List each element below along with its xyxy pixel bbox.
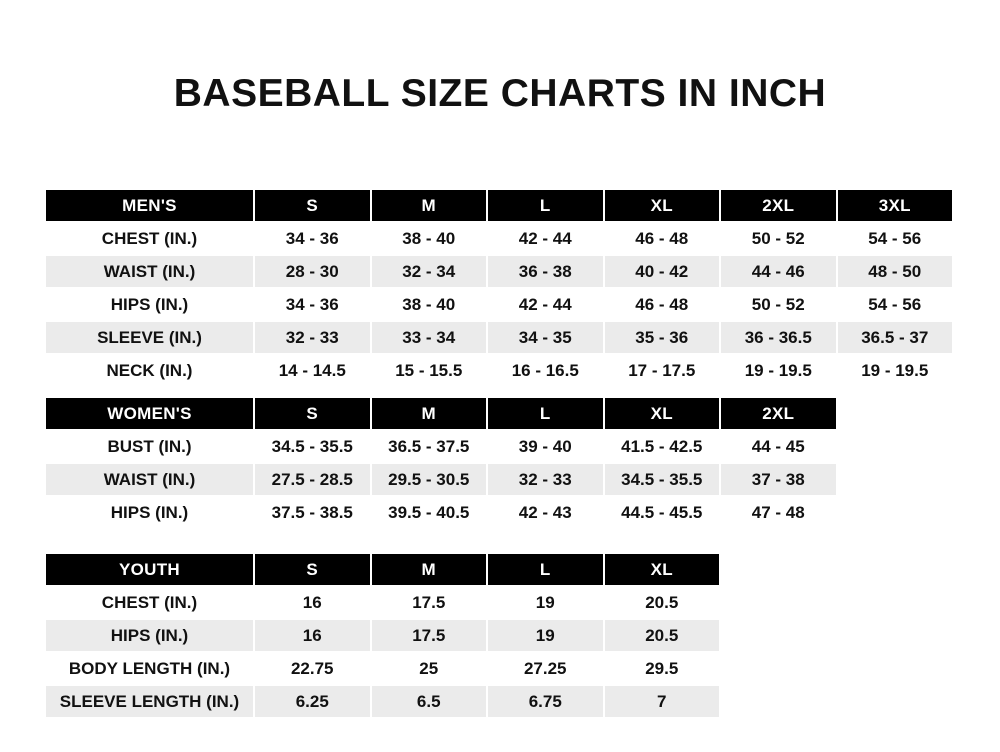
table-cell: 54 - 56 [837, 288, 954, 321]
column-header: M [371, 553, 488, 586]
table-cell: 17.5 [371, 586, 488, 619]
row-label: CHEST (IN.) [45, 586, 254, 619]
table-row [45, 463, 837, 496]
table-cell: 42 - 44 [487, 288, 604, 321]
table-cell: 32 - 33 [254, 321, 371, 354]
table-row [45, 586, 720, 619]
column-header: 2XL [720, 397, 837, 430]
table-row [45, 288, 953, 321]
table-cell: 17 - 17.5 [604, 354, 721, 387]
column-header: L [487, 189, 604, 222]
table-cell: 6.25 [254, 685, 371, 718]
column-header: YOUTH [45, 553, 254, 586]
row-label: WAIST (IN.) [45, 255, 254, 288]
table-cell: 29.5 [604, 652, 721, 685]
table-row [45, 354, 953, 387]
column-header: 2XL [720, 189, 837, 222]
table-cell: 19 [487, 586, 604, 619]
table-row [45, 222, 953, 255]
column-header: XL [604, 553, 721, 586]
column-header: 3XL [837, 189, 954, 222]
table-cell: 35 - 36 [604, 321, 721, 354]
column-header: S [254, 553, 371, 586]
table-header-row [45, 397, 837, 430]
table-cell: 20.5 [604, 619, 721, 652]
table-cell: 48 - 50 [837, 255, 954, 288]
table-cell: 41.5 - 42.5 [604, 430, 721, 463]
table-row [45, 430, 837, 463]
column-header: M [371, 397, 488, 430]
table-cell: 32 - 34 [371, 255, 488, 288]
table-cell: 44 - 46 [720, 255, 837, 288]
table-cell: 34 - 36 [254, 222, 371, 255]
column-header: S [254, 397, 371, 430]
row-label: SLEEVE LENGTH (IN.) [45, 685, 254, 718]
table-cell: 40 - 42 [604, 255, 721, 288]
table-row [45, 652, 720, 685]
womens-size-table [44, 396, 838, 530]
table-cell: 34 - 36 [254, 288, 371, 321]
table-cell: 16 - 16.5 [487, 354, 604, 387]
table-row [45, 685, 720, 718]
table-cell: 36.5 - 37 [837, 321, 954, 354]
table-cell: 32 - 33 [487, 463, 604, 496]
row-label: WAIST (IN.) [45, 463, 254, 496]
row-label: NECK (IN.) [45, 354, 254, 387]
row-label: HIPS (IN.) [45, 496, 254, 529]
table-cell: 47 - 48 [720, 496, 837, 529]
table-header-row [45, 553, 720, 586]
table-cell: 37.5 - 38.5 [254, 496, 371, 529]
table-cell: 22.75 [254, 652, 371, 685]
table-cell: 38 - 40 [371, 288, 488, 321]
column-header: L [487, 397, 604, 430]
page-title: BASEBALL SIZE CHARTS IN INCH [173, 72, 827, 115]
table-row [45, 496, 837, 529]
table-cell: 50 - 52 [720, 222, 837, 255]
table-cell: 27.25 [487, 652, 604, 685]
table-cell: 46 - 48 [604, 222, 721, 255]
table-cell: 7 [604, 685, 721, 718]
table-cell: 34 - 35 [487, 321, 604, 354]
table-cell: 46 - 48 [604, 288, 721, 321]
row-label: BODY LENGTH (IN.) [45, 652, 254, 685]
table-row [45, 321, 953, 354]
table-cell: 38 - 40 [371, 222, 488, 255]
table-cell: 44.5 - 45.5 [604, 496, 721, 529]
table-cell: 16 [254, 619, 371, 652]
mens-size-table [44, 188, 954, 388]
table-cell: 36.5 - 37.5 [371, 430, 488, 463]
table-cell: 50 - 52 [720, 288, 837, 321]
table-cell: 20.5 [604, 586, 721, 619]
table-cell: 14 - 14.5 [254, 354, 371, 387]
row-label: BUST (IN.) [45, 430, 254, 463]
column-header: XL [604, 397, 721, 430]
table-cell: 36 - 38 [487, 255, 604, 288]
table-cell: 34.5 - 35.5 [254, 430, 371, 463]
row-label: HIPS (IN.) [45, 288, 254, 321]
table-row [45, 255, 953, 288]
table-cell: 19 - 19.5 [720, 354, 837, 387]
column-header: M [371, 189, 488, 222]
row-label: SLEEVE (IN.) [45, 321, 254, 354]
table-row [45, 619, 720, 652]
column-header: MEN'S [45, 189, 254, 222]
table-cell: 19 [487, 619, 604, 652]
table-cell: 39 - 40 [487, 430, 604, 463]
column-header: S [254, 189, 371, 222]
table-cell: 42 - 44 [487, 222, 604, 255]
table-header-row [45, 189, 953, 222]
table-cell: 17.5 [371, 619, 488, 652]
youth-size-table [44, 552, 721, 719]
row-label: HIPS (IN.) [45, 619, 254, 652]
table-cell: 33 - 34 [371, 321, 488, 354]
column-header: L [487, 553, 604, 586]
table-cell: 42 - 43 [487, 496, 604, 529]
table-cell: 28 - 30 [254, 255, 371, 288]
row-label: CHEST (IN.) [45, 222, 254, 255]
table-cell: 15 - 15.5 [371, 354, 488, 387]
table-cell: 27.5 - 28.5 [254, 463, 371, 496]
table-cell: 36 - 36.5 [720, 321, 837, 354]
table-cell: 19 - 19.5 [837, 354, 954, 387]
table-cell: 54 - 56 [837, 222, 954, 255]
table-cell: 6.5 [371, 685, 488, 718]
table-cell: 29.5 - 30.5 [371, 463, 488, 496]
table-cell: 44 - 45 [720, 430, 837, 463]
table-cell: 39.5 - 40.5 [371, 496, 488, 529]
table-cell: 37 - 38 [720, 463, 837, 496]
table-cell: 25 [371, 652, 488, 685]
column-header: XL [604, 189, 721, 222]
table-cell: 34.5 - 35.5 [604, 463, 721, 496]
column-header: WOMEN'S [45, 397, 254, 430]
table-cell: 6.75 [487, 685, 604, 718]
table-cell: 16 [254, 586, 371, 619]
